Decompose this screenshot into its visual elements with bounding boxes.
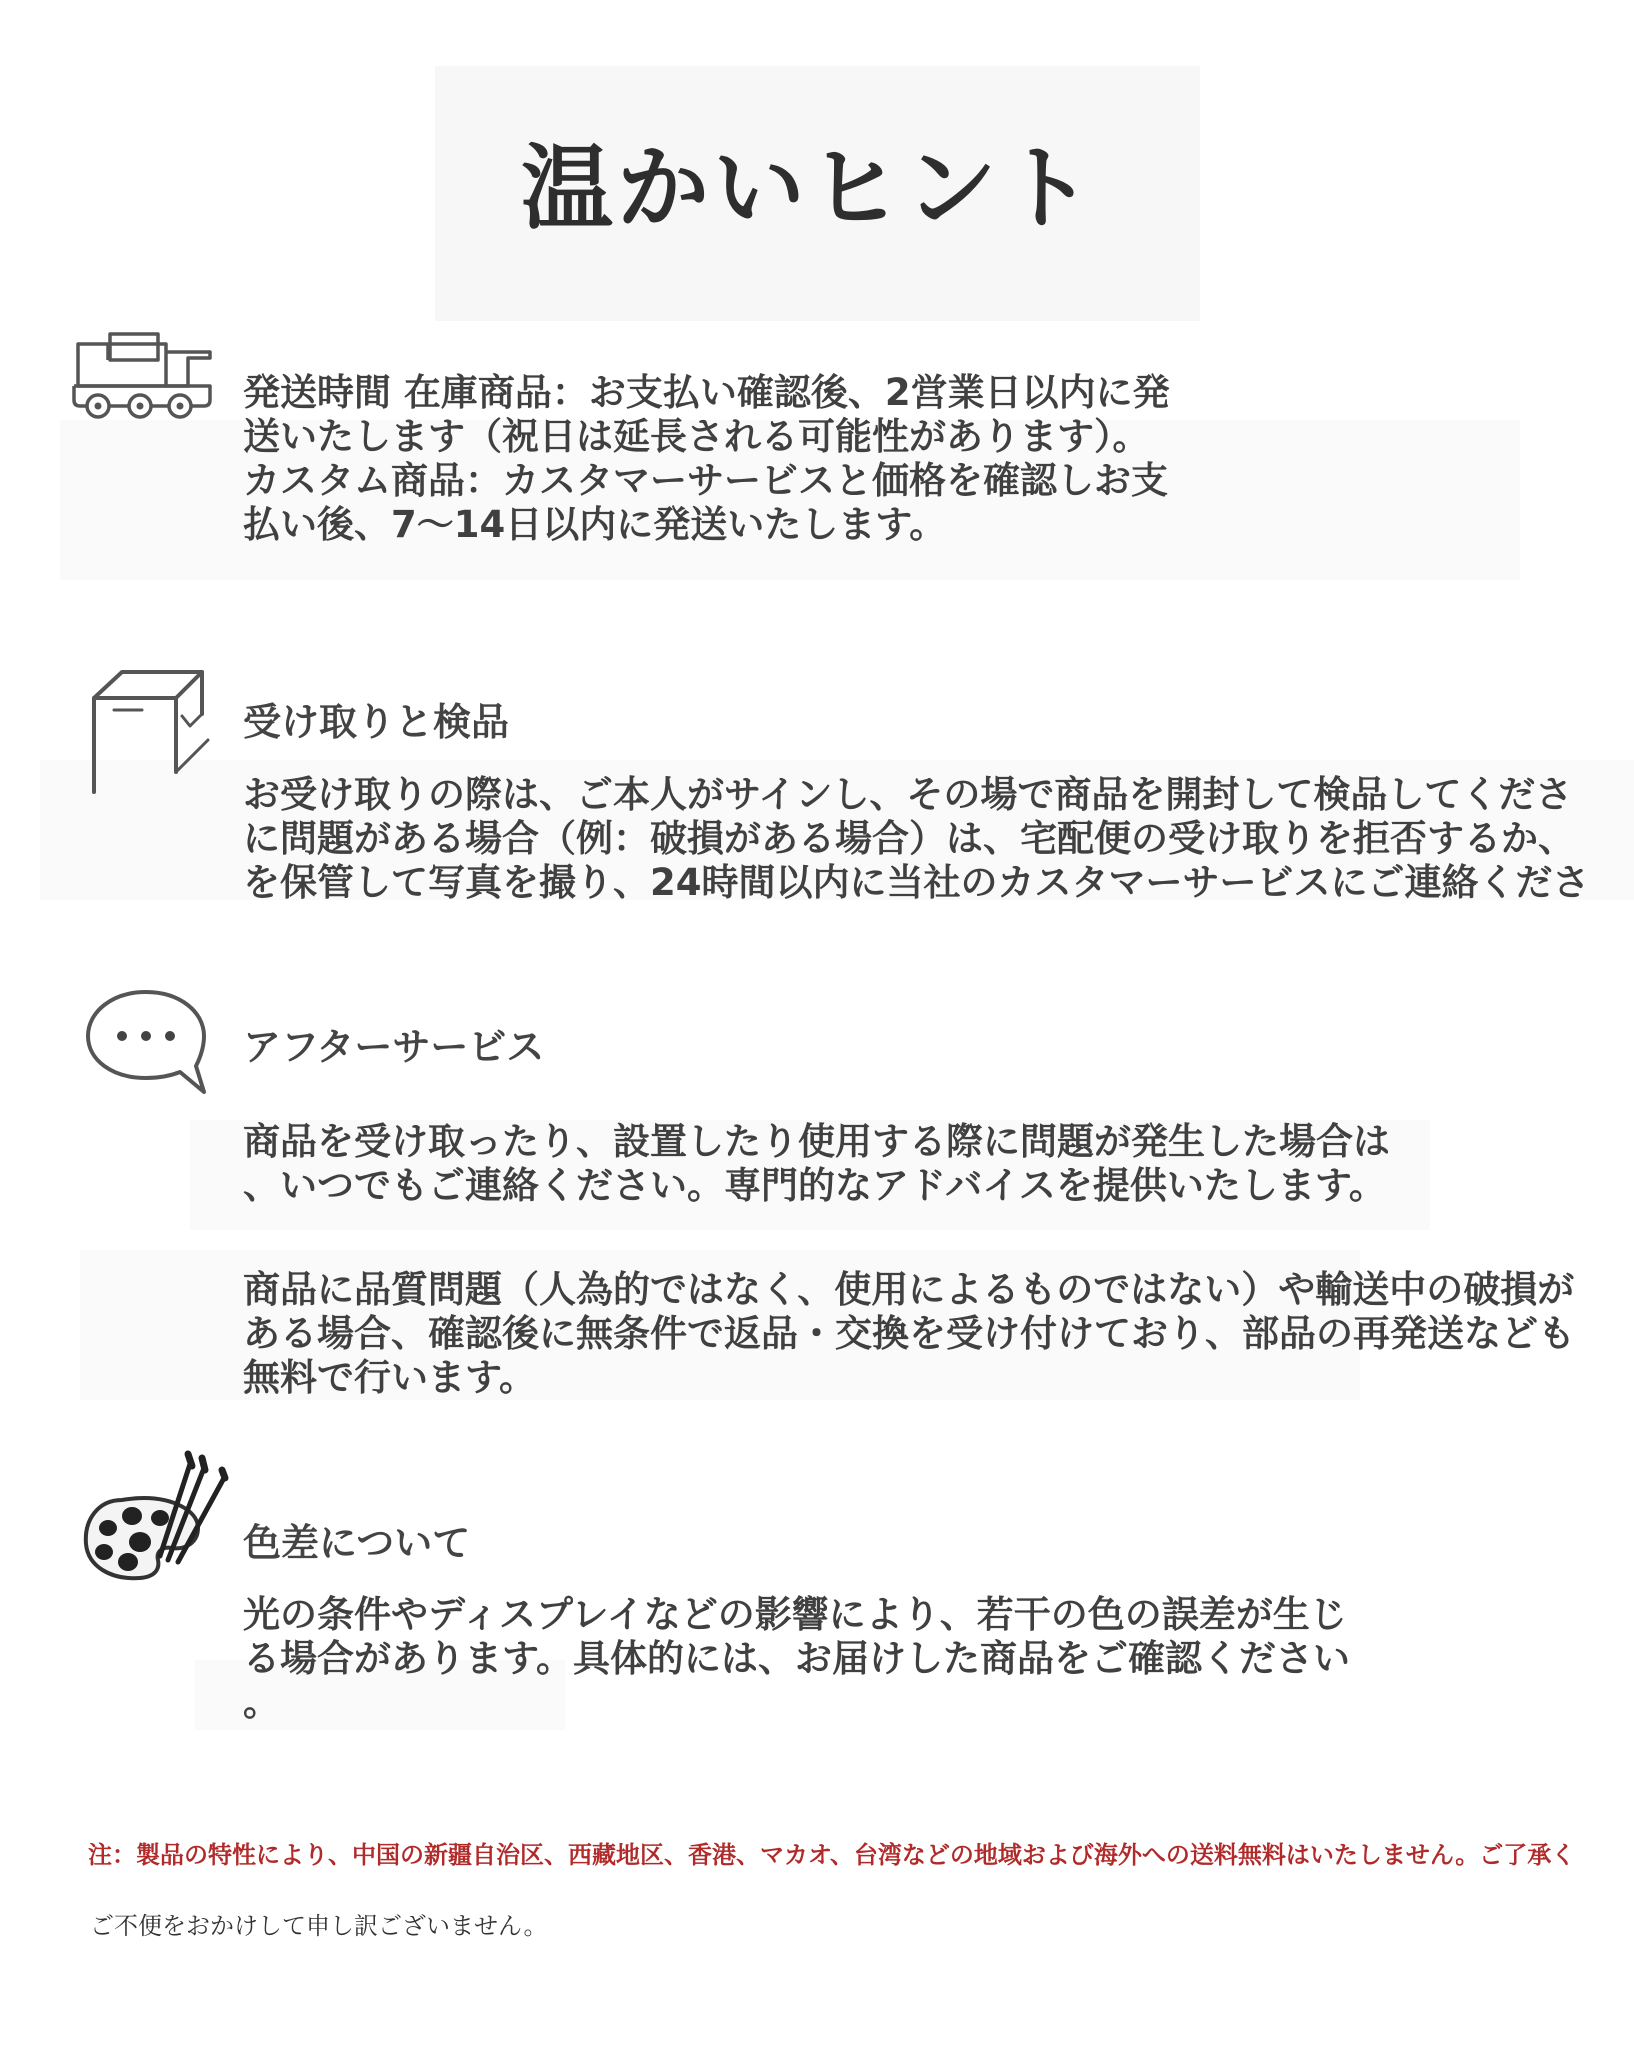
color-text: [243, 1593, 1350, 1725]
truck-icon: [70, 330, 220, 422]
color-line: 。: [243, 1681, 280, 1724]
quality-text: [243, 1268, 1575, 1400]
quality-line: 商品に品質問題（人為的ではなく、使用によるものではない）や輸送中の破損が: [243, 1268, 1575, 1311]
aftersales-line: 、いつでもご連絡ください。専門的なアドバイスを提供いたします。: [243, 1164, 1386, 1207]
quality-line: ある場合、確認後に無条件で返品・交換を受け付けており、部品の再発送なども: [243, 1312, 1575, 1355]
color-line: 光の条件やディスプレイなどの影響により、若干の色の誤差が生じ: [243, 1593, 1347, 1636]
shipping-line: 発送時間 在庫商品：お支払い確認後、2営業日以内に発: [243, 371, 1170, 414]
color-heading: 色差について: [243, 1521, 471, 1565]
aftersales-heading: アフターサービス: [243, 1025, 545, 1069]
quality-line: 無料で行います。: [243, 1356, 537, 1399]
receipt-line: お受け取りの際は、ご本人がサインし、その場で商品を開封して検品してくださ: [243, 773, 1573, 816]
apology-text: ご不便をおかけして申し訳ございません。: [90, 1912, 548, 1940]
receipt-text: [243, 773, 1590, 905]
shipping-line: カスタム商品：カスタマーサービスと価格を確認しお支: [243, 459, 1168, 502]
page-title: 温かいヒント: [520, 135, 1097, 242]
box-icon: [84, 668, 214, 798]
aftersales-line: 商品を受け取ったり、設置したり使用する際に問題が発生した場合は: [243, 1120, 1390, 1163]
aftersales-text: [243, 1120, 1390, 1208]
color-line: る場合があります。具体的には、お届けした商品をご確認ください: [243, 1637, 1351, 1680]
shipping-note: 注：製品の特性により、中国の新疆自治区、西藏地区、香港、マカオ、台湾などの地域および海外への送料無料はいたしません。ご了承く: [88, 1841, 1576, 1869]
shipping-line: 払い後、7〜14日以内に発送いたします。: [243, 503, 947, 546]
palette-icon: [82, 1448, 238, 1588]
shipping-line: 送いたします（祝日は延長される可能性があります）。: [243, 415, 1150, 458]
receipt-line: に問題がある場合（例：破損がある場合）は、宅配便の受け取りを拒否するか、: [243, 817, 1575, 860]
receipt-heading: 受け取りと検品: [243, 700, 510, 744]
chat-bubble-icon: [84, 988, 210, 1096]
shipping-text: [243, 371, 1170, 547]
receipt-line: を保管して写真を撮り、24時間以内に当社のカスタマーサービスにご連絡くださ: [243, 861, 1590, 904]
